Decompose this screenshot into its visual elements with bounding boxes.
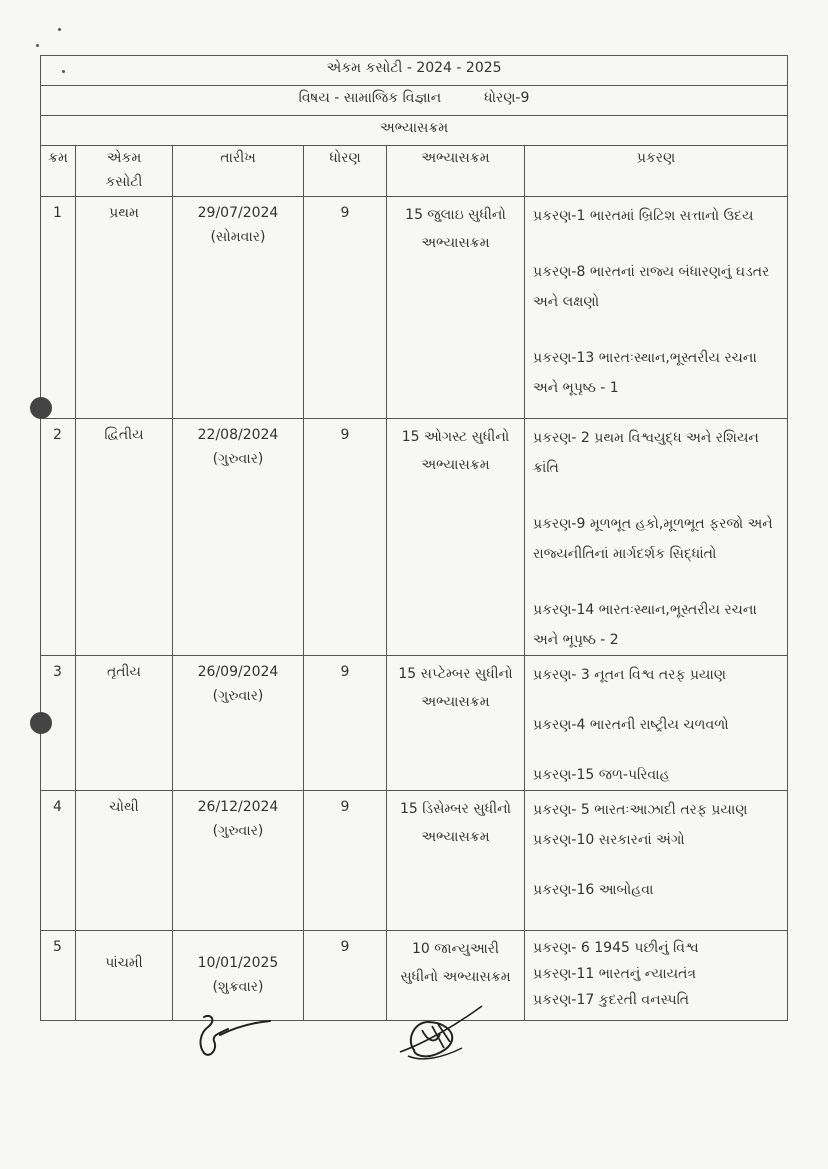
chapter-item: પ્રકરણ- 3 નૂતન વિશ્વ તરફ પ્રયાણ xyxy=(533,667,727,683)
table-row xyxy=(41,791,788,931)
subject-line xyxy=(41,86,788,116)
row-syllabus: 15 જુલાઇ સુધીનો અભ્યાસક્રમ xyxy=(387,197,525,419)
chapter-item: પ્રકરણ-17 કુદરતી વનસ્પતિ xyxy=(533,992,690,1008)
row-syllabus: 10 જાન્યુઆરી સુધીનો અભ્યાસક્રમ xyxy=(387,931,525,1021)
row-date: 26/12/2024 xyxy=(197,799,279,815)
chapter-item: પ્રકરણ-16 આબોહવા xyxy=(533,882,654,898)
chapter-item: પ્રકરણ-9 મૂળભૂત હકો,મૂળભૂત ફરજો અને રાજ્યનીતિનાં માર્ગદર્શક સિદ્ધાંતો xyxy=(533,516,773,562)
scan-speck xyxy=(58,28,61,31)
chapter-item: પ્રકરણ- 5 ભારતઃઆઝાદી તરફ પ્રયાણ xyxy=(533,802,748,818)
subject-label: વિષય - સામાજિક વિજ્ઞાન xyxy=(298,90,442,106)
chapter-item: પ્રકરણ-10 સરકારનાં અંગો xyxy=(533,832,685,848)
signature-mark-right xyxy=(392,1000,492,1068)
chapter-item: પ્રકરણ-15 જળ-પરિવાહ xyxy=(533,767,670,783)
column-header-row xyxy=(41,146,788,197)
row-day: (સોમવાર) xyxy=(210,229,266,245)
row-grade: 9 xyxy=(304,197,387,419)
row-date-cell xyxy=(173,419,304,656)
row-test-name: તૃતીય xyxy=(76,656,173,791)
col-header-chapter: પ્રકરણ xyxy=(525,146,788,197)
row-grade: 9 xyxy=(304,791,387,931)
row-date-cell xyxy=(173,656,304,791)
row-serial: 4 xyxy=(41,791,76,931)
row-date: 29/07/2024 xyxy=(197,205,279,221)
chapter-item: પ્રકરણ-14 ભારતઃસ્થાન,ભૂસ્તરીય રચના અને ભૂપૃષ્ઠ - 2 xyxy=(533,602,757,648)
row-date: 26/09/2024 xyxy=(197,664,279,680)
row-chapters xyxy=(525,656,788,791)
table-row xyxy=(41,656,788,791)
col-header-grade: ધોરણ xyxy=(304,146,387,197)
col-header-syllabus: અભ્યાસક્રમ xyxy=(387,146,525,197)
table-row xyxy=(41,419,788,656)
row-serial: 1 xyxy=(41,197,76,419)
table-row xyxy=(41,197,788,419)
row-test-name: દ્વિતીય xyxy=(76,419,173,656)
chapter-item: પ્રકરણ-8 ભારતનાં રાજ્ય બંધારણનું ઘડતર અને લક્ષણો xyxy=(533,264,770,310)
row-day: (ગુરુવાર) xyxy=(212,823,264,839)
col-header-date: તારીખ xyxy=(173,146,304,197)
row-syllabus: 15 સપ્ટેમ્બર સુધીનો અભ્યાસક્રમ xyxy=(387,656,525,791)
signature-mark-left xyxy=(190,1005,280,1065)
col-header-serial: ક્રમ xyxy=(41,146,76,197)
row-test-name: પાંચમી xyxy=(76,931,173,1021)
row-serial: 3 xyxy=(41,656,76,791)
section-title: અભ્યાસક્રમ xyxy=(41,116,788,146)
chapter-item: પ્રકરણ-1 ભારતમાં બ્રિટિશ સત્તાનો ઉદય xyxy=(533,208,754,224)
row-chapters xyxy=(525,791,788,931)
row-day: (ગુરુવાર) xyxy=(212,688,264,704)
chapter-item: પ્રકરણ- 6 1945 પછીનું વિશ્વ xyxy=(533,940,699,956)
row-day: (ગુરુવાર) xyxy=(212,451,264,467)
row-chapters xyxy=(525,931,788,1021)
chapter-item: પ્રકરણ- 2 પ્રથમ વિશ્વયુદ્ધ અને રશિયન ક્રાંતિ xyxy=(533,430,759,476)
row-test-name: પ્રથમ xyxy=(76,197,173,419)
col-header-test: એકમ કસોટી xyxy=(76,146,173,197)
chapter-item: પ્રકરણ-4 ભારતની રાષ્ટ્રીય ચળવળો xyxy=(533,717,729,733)
row-day: (શુક્રવાર) xyxy=(212,979,264,995)
row-syllabus: 15 ડિસેમ્બર સુધીનો અભ્યાસક્રમ xyxy=(387,791,525,931)
row-grade: 9 xyxy=(304,931,387,1021)
punch-hole xyxy=(30,397,52,419)
row-date-cell xyxy=(173,791,304,931)
row-chapters xyxy=(525,197,788,419)
row-serial: 2 xyxy=(41,419,76,656)
row-date: 22/08/2024 xyxy=(197,427,279,443)
row-grade: 9 xyxy=(304,419,387,656)
row-date: 10/01/2025 xyxy=(197,955,279,971)
row-serial: 5 xyxy=(41,931,76,1021)
schedule-table xyxy=(40,55,788,1021)
chapter-item: પ્રકરણ-13 ભારતઃસ્થાન,ભૂસ્તરીય રચના અને ભૂપૃષ્ઠ - 1 xyxy=(533,350,757,396)
chapter-item: પ્રકરણ-11 ભારતનું ન્યાયતંત્ર xyxy=(533,966,697,982)
row-chapters xyxy=(525,419,788,656)
scan-speck xyxy=(36,44,39,47)
row-test-name: ચોથી xyxy=(76,791,173,931)
grade-label: ધોરણ-9 xyxy=(484,90,530,106)
exam-title: એકમ કસોટી - 2024 - 2025 xyxy=(41,56,788,86)
row-date-cell xyxy=(173,197,304,419)
punch-hole xyxy=(30,712,52,734)
row-syllabus: 15 ઓગસ્ટ સુધીનો અભ્યાસક્રમ xyxy=(387,419,525,656)
row-grade: 9 xyxy=(304,656,387,791)
